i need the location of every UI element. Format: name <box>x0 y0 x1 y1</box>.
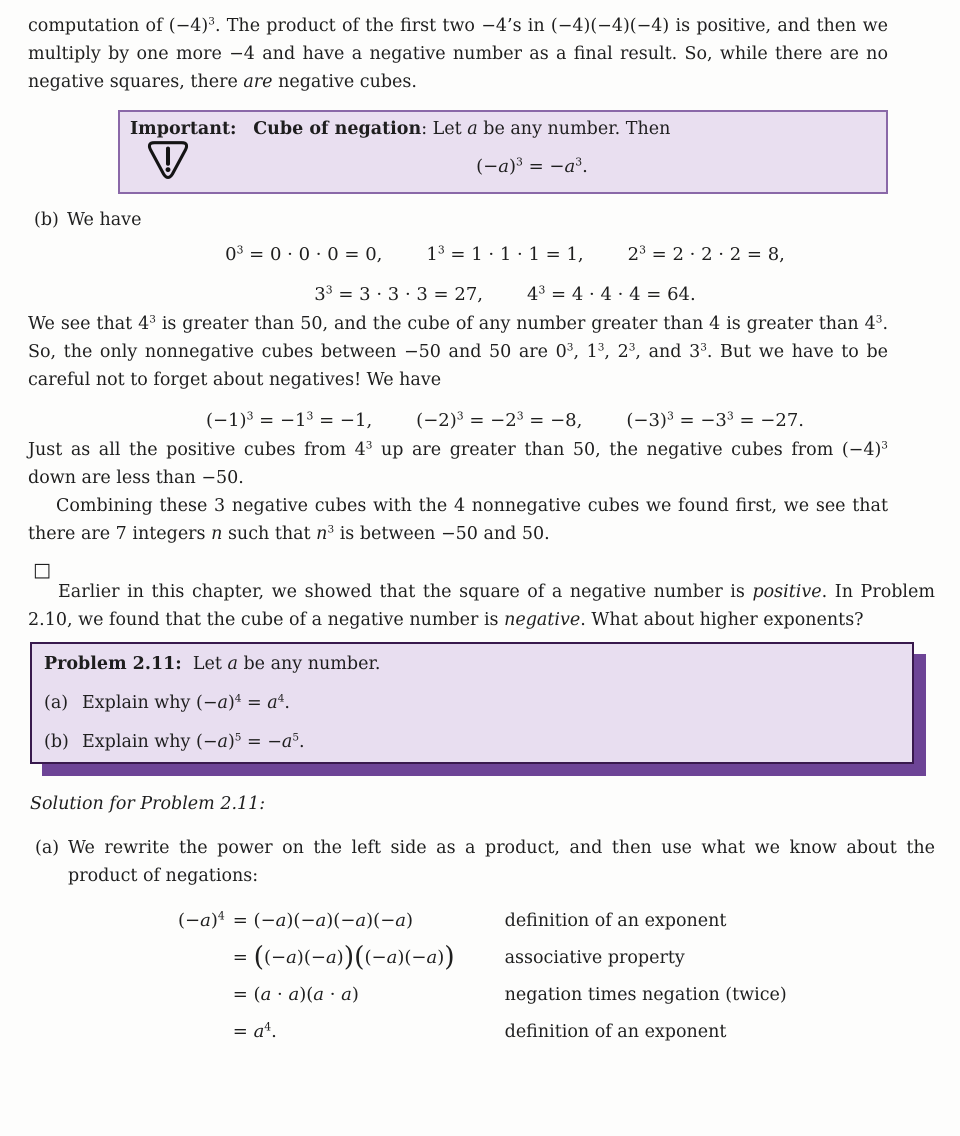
equation: $4^3 = 4 \cdot 4 \cdot 4 = 64$. <box>527 283 696 305</box>
part-b-text: We have <box>67 210 142 230</box>
intro-paragraph: computation of $(-4)^3$. The product of the first two −4’s in (−4)(−4)(−4) is positive, and then we multiply by one more −4 and have a negative number as a final result. So, while there are no negative squares, there are negative cubes. <box>28 15 888 92</box>
just-as-paragraph: Just as all the positive cubes from $4^3$ up are greater than 50, the negative cubes from $(-4)^3$ down are less than −50. <box>28 439 888 488</box>
problem-item-b-text: Explain why $(-a)^5 = -a^5$. <box>82 731 305 752</box>
solution-label: Solution for Problem 2.11: <box>30 794 266 814</box>
important-callout <box>118 110 888 194</box>
problem-item-b <box>44 729 898 756</box>
important-callout-heading: Important: Cube of negation: Let a be any number. Then <box>130 119 671 139</box>
problem-item-a-label: (a) <box>44 693 69 713</box>
nonnegative-cubes-paragraph: We see that $4^3$ is greater than 50, and the cube of any number greater than 4 is greater than $4^3$. So, the only nonnegative cubes between −50 and 50 are $0^3$, $1^3$, $2^3$, and $3^3$. But we have to be careful not to forget about negatives! We have <box>28 313 889 390</box>
equation: $(-1)^3 = -1^3 = -1$, <box>205 409 373 431</box>
part-b-line <box>34 206 935 234</box>
derivation-step-2: = ((−a)(−a))((−a)(−a)) <box>232 941 455 973</box>
problem-title: Problem 2.11: Let a be any number. <box>44 654 381 674</box>
negative-cube-equations-row <box>75 406 935 436</box>
problem-item-b-label: (b) <box>44 732 69 752</box>
end-of-solution-marker: □ <box>33 559 51 581</box>
equation: $2^3 = 2 \cdot 2 \cdot 2 = 8$, <box>627 243 785 265</box>
problem-item-a-text: Explain why $(-a)^4 = a^4$. <box>82 692 290 713</box>
solution-item-a-text: We rewrite the power on the left side as a product, and then use what we know about the product of negations: <box>68 838 935 886</box>
solution-item-a-label: (a) <box>35 838 60 858</box>
combining-paragraph: Combining these 3 negative cubes with the 4 nonnegative cubes we found first, we see that there are 7 integers n such that $n^3$ is between −50 and 50. <box>28 496 888 544</box>
solution-item-a <box>35 834 935 890</box>
derivation-note-4: definition of an exponent <box>504 1022 727 1042</box>
important-callout-body <box>130 143 874 191</box>
derivation-step-4: = $a^4$. <box>232 1020 277 1042</box>
derivation-note-1: definition of an exponent <box>504 911 727 931</box>
equation: $(-2)^3 = -2^3 = -8$, <box>416 409 583 431</box>
problem-box <box>30 642 914 764</box>
equation: $3^3 = 3 \cdot 3 \cdot 3 = 27$, <box>314 283 483 305</box>
equation: $(-3)^3 = -3^3 = -27$. <box>626 409 804 431</box>
derivation-note-2: associative property <box>504 948 685 968</box>
problem-item-a <box>44 690 898 717</box>
cube-of-negation-equation: $(-a)^3 = -a^3$. <box>476 155 588 177</box>
derivation-step-1: = (−a)(−a)(−a)(−a) <box>232 910 414 931</box>
cube-equations-row-1 <box>75 240 935 270</box>
equation: $1^3 = 1 \cdot 1 \cdot 1 = 1$, <box>426 243 584 265</box>
part-b-label: (b) <box>34 210 59 230</box>
equation: $0^3 = 0 \cdot 0 \cdot 0 = 0$, <box>225 243 383 265</box>
cube-equations-row-2 <box>75 280 935 310</box>
warning-icon <box>146 140 190 191</box>
derivation-step-3: = (a · a)(a · a) <box>232 984 359 1005</box>
derivation-block <box>178 906 935 1047</box>
derivation-lhs: $(-a)^4$ <box>178 909 225 931</box>
derivation-note-3: negation times negation (twice) <box>504 985 787 1005</box>
earlier-chapter-paragraph: Earlier in this chapter, we showed that the square of a negative number is positive. In Problem 2.10, we found that the cube of a negative number is negative. What about higher exponents? <box>28 582 935 630</box>
